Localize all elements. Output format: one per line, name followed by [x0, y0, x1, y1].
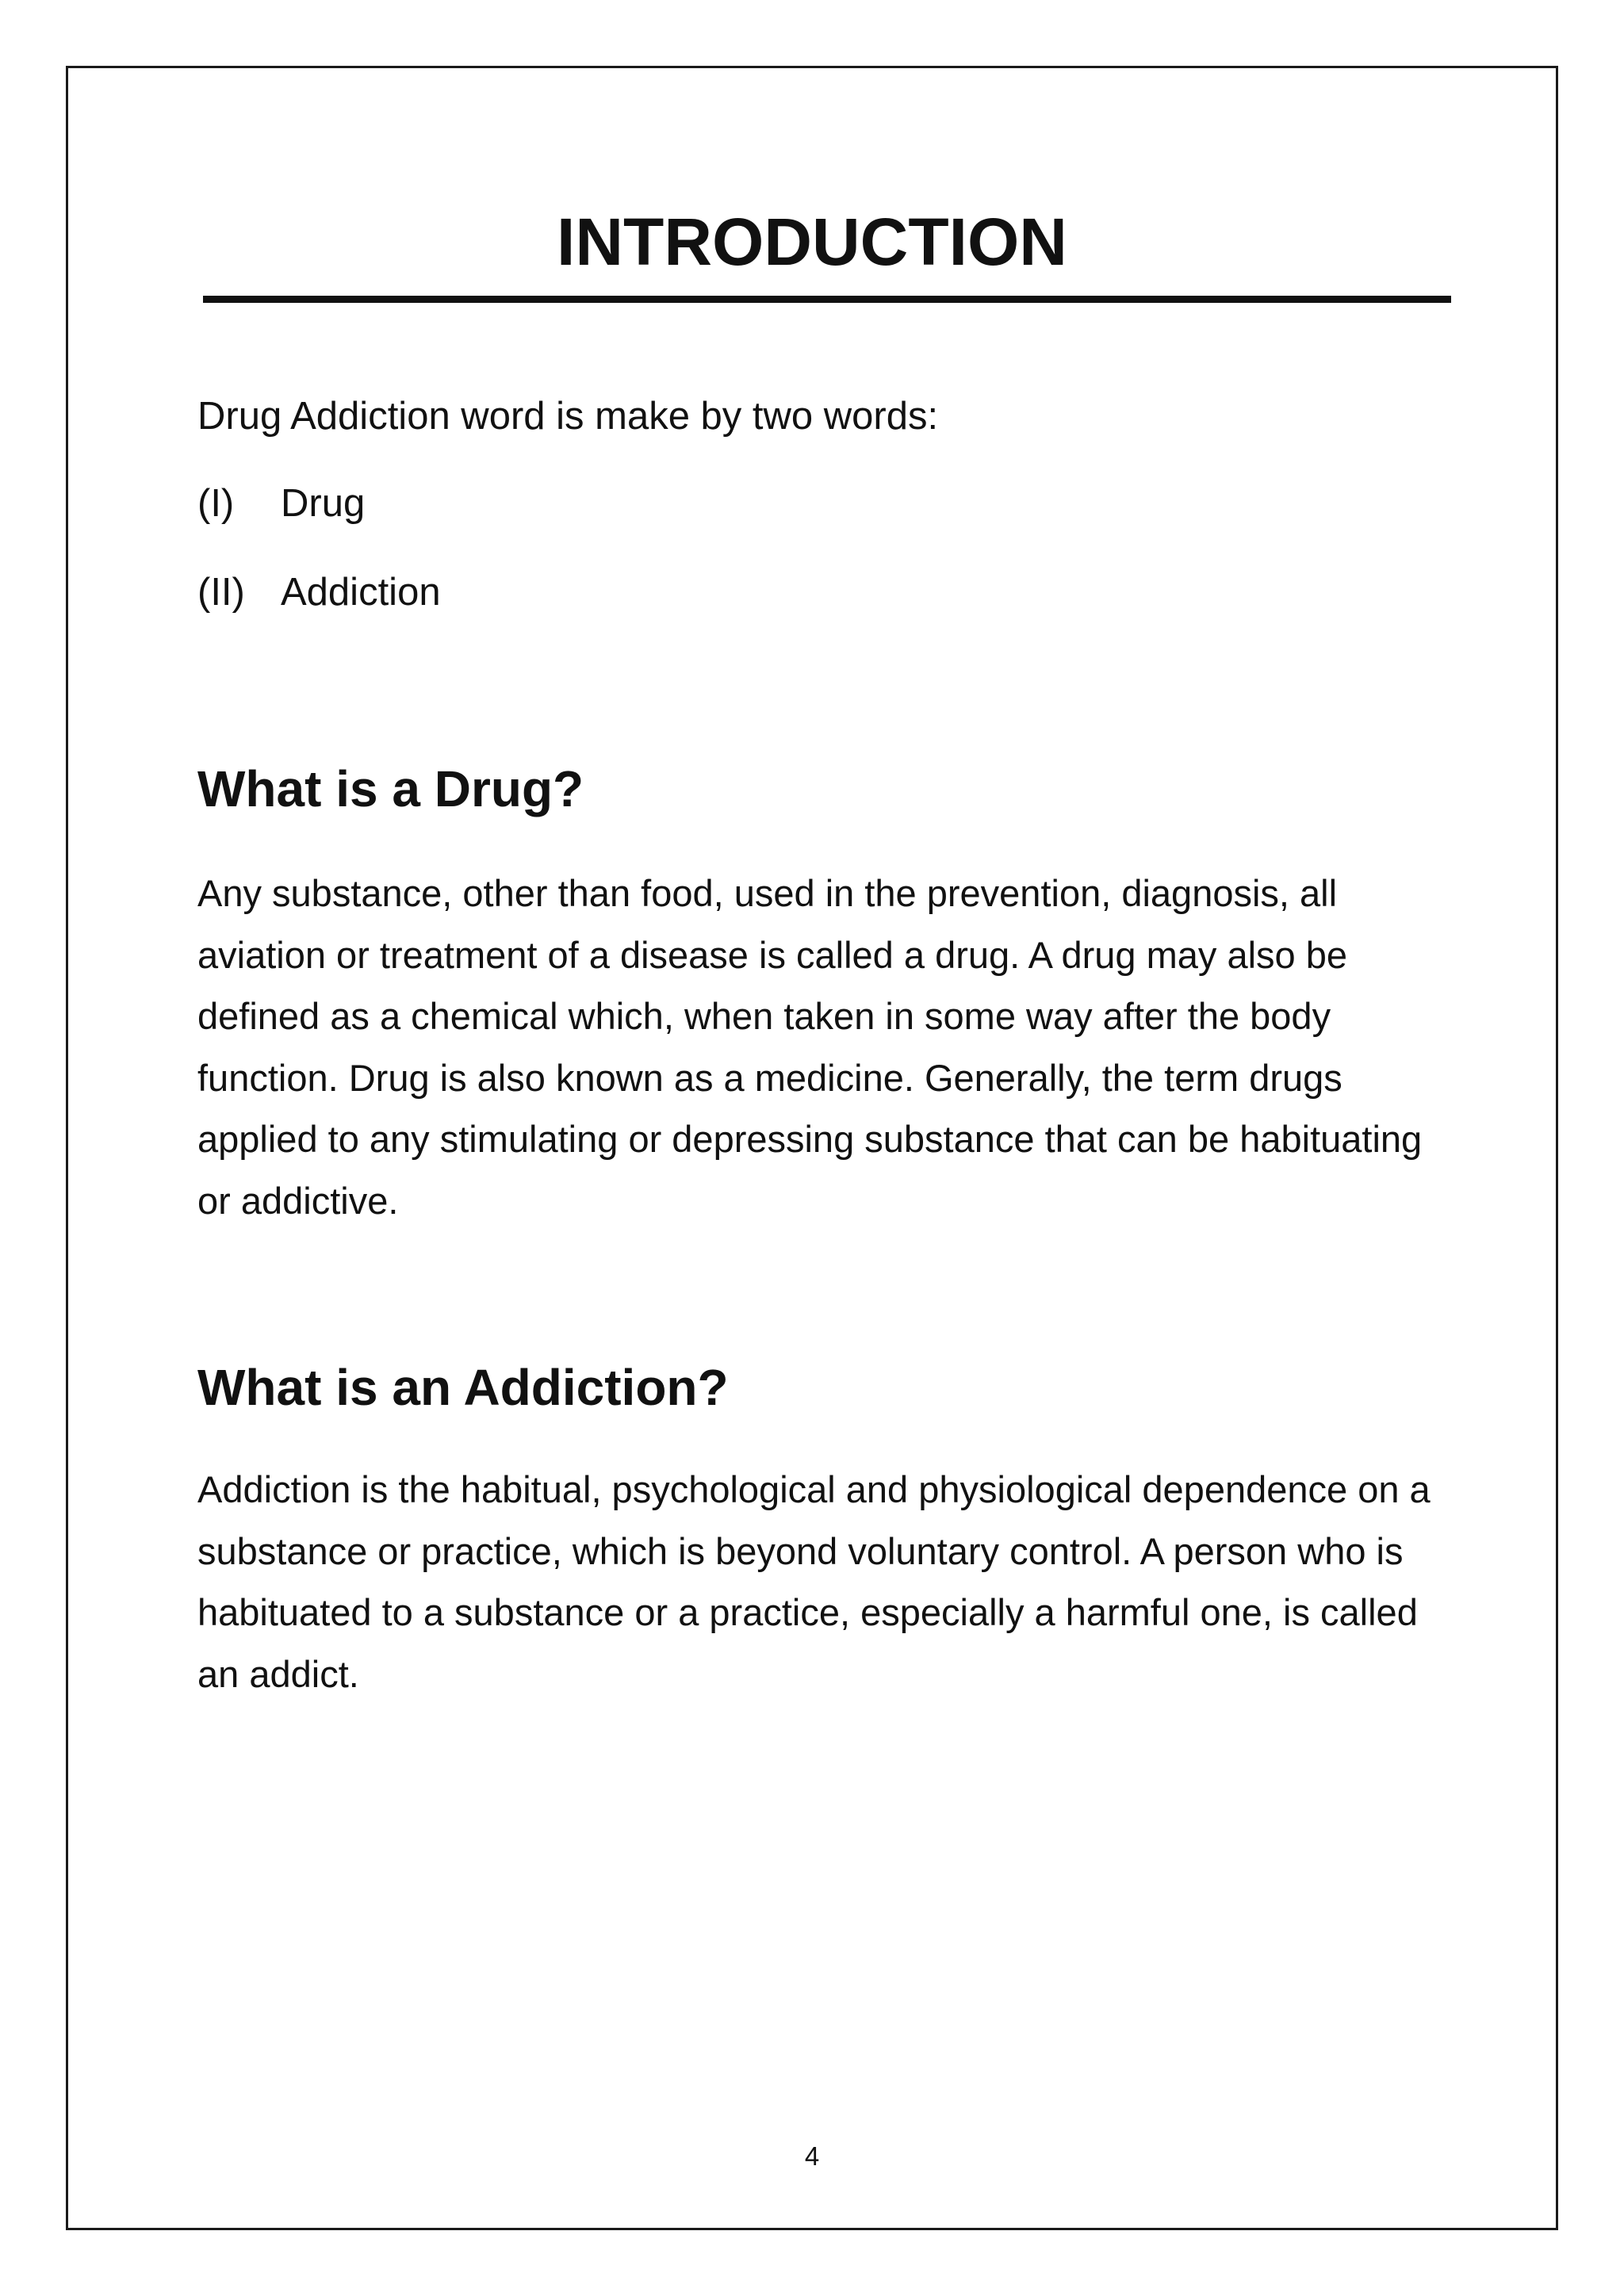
section-heading-drug: What is a Drug?	[197, 760, 584, 817]
list-item	[197, 564, 1450, 620]
page-title: INTRODUCTION	[557, 205, 1067, 279]
section-heading-addiction: What is an Addiction?	[197, 1359, 729, 1416]
list-item	[197, 476, 1450, 531]
list-item-number: (I)	[197, 482, 235, 525]
section-body-addiction: Addiction is the habitual, psychological and physiological dependence on a substance or practice, which is beyond voluntary control. A person who is habituated to a substance or a practice, especially a harmful one, is called an addict.	[197, 1468, 1431, 1695]
page-number: 4	[804, 2141, 820, 2171]
list-item-label: Drug	[281, 482, 366, 525]
word-list	[197, 476, 1450, 620]
list-item-label: Addiction	[281, 571, 441, 614]
title-underline	[203, 296, 1451, 303]
intro-block	[197, 388, 1450, 653]
list-item-number: (II)	[197, 571, 245, 614]
intro-text: Drug Addiction word is make by two words:	[197, 395, 939, 438]
section-body-drug: Any substance, other than food, used in the prevention, diagnosis, all aviation or treatment of a disease is called a drug. A drug may also be defined as a chemical which, when taken in some way after the body function. Drug is also known as a medicine. Generally, the term drugs applied to any stimulating or depressing substance that can be habituating or addictive.	[197, 872, 1423, 1222]
